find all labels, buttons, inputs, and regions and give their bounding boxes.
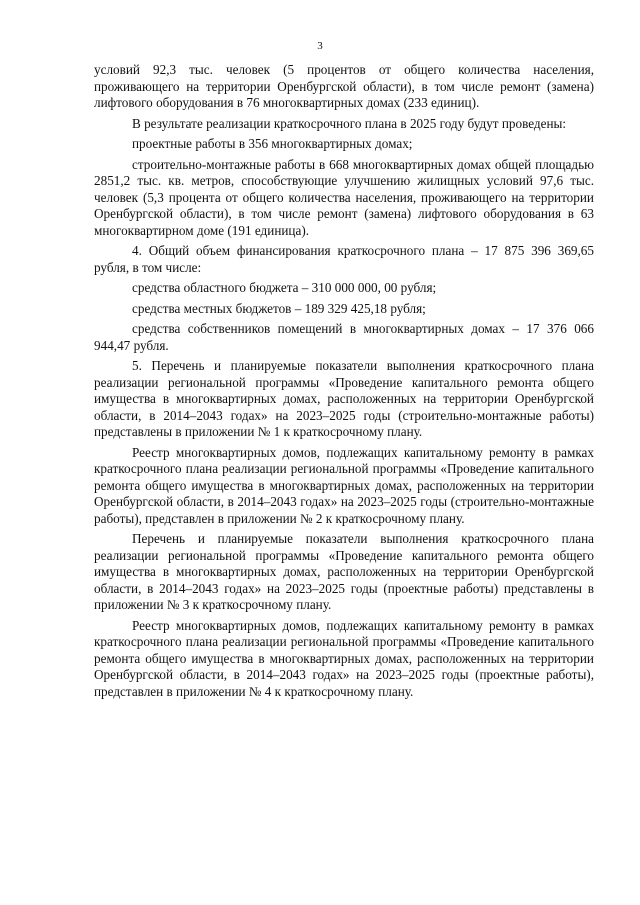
paragraph-financing-total: 4. Общий объем финансирования краткосрочного плана – 17 875 396 369,65 рубля, в том числе: bbox=[94, 243, 594, 275]
paragraph-owners-funds: средства собственников помещений в многоквартирных домах – 17 376 066 944,47 рубля. bbox=[94, 321, 594, 353]
paragraph-appendix-4: Реестр многоквартирных домов, подлежащих капитальному ремонту в рамках краткосрочного плана реализации региональной программы «Проведение капитального ремонта общего имущества в многоквартирных домах, расположенных на территории Оренбургской области, в 2014–2043 годах» на 2023–2025 годы (проектные работы), представлен в приложении № 4 к краткосрочному плану. bbox=[94, 617, 594, 699]
page-number: 3 bbox=[317, 40, 323, 52]
paragraph-construction-works: строительно-монтажные работы в 668 многоквартирных домах общей площадью 2851,2 тыс. кв. метров, способствующие улучшению жилищных условий 97,6 тыс. человек (5,3 процента от общего количества населения, проживающего на территории Оренбургской области), в том числе ремонт (замена) лифтового оборудования в 63 многоквартирном доме (191 единица). bbox=[94, 156, 594, 238]
paragraph-local-budgets: средства местных бюджетов – 189 329 425,18 рубля; bbox=[132, 300, 426, 316]
paragraph-appendix-3: Перечень и планируемые показатели выполнения краткосрочного плана реализации региональной программы «Проведение капитального ремонта общего имущества в многоквартирных домах, расположенных на территории Оренбургской области, в 2014–2043 годах» на 2023–2025 годы (проектные работы) представлены в приложении № 3 к краткосрочному плану. bbox=[94, 531, 594, 612]
paragraph-continuation: условий 92,3 тыс. человек (5 процентов от общего количества населения, проживающего на территории Оренбургской области), в том числе ремонт (замена) лифтового оборудования в 76 многоквартирных домах (233 единиц). bbox=[94, 62, 594, 110]
paragraph-appendix-1: 5. Перечень и планируемые показатели выполнения краткосрочного плана реализации региональной программы «Проведение капитального ремонта общего имущества в многоквартирных домах, расположенных на территории Оренбургской области, в 2014–2043 годах» на 2023–2025 годы (строительно-монтажные работы) представлены в приложении № 1 к краткосрочному плану. bbox=[94, 358, 594, 439]
document-body bbox=[94, 62, 594, 704]
paragraph-appendix-2: Реестр многоквартирных домов, подлежащих капитальному ремонту в рамках краткосрочного плана реализации региональной программы «Проведение капитального ремонта общего имущества в многоквартирных домах, расположенных на территории Оренбургской области, в 2014–2043 годах» на 2023–2025 годы (строительно-монтажные работы), представлен в приложении № 2 к краткосрочному плану. bbox=[94, 444, 594, 526]
paragraph-design-works: проектные работы в 356 многоквартирных домах; bbox=[132, 136, 413, 151]
paragraph-regional-budget: средства областного бюджета – 310 000 000, 00 рубля; bbox=[132, 280, 437, 295]
paragraph-results-intro: В результате реализации краткосрочного плана в 2025 году будут проведены: bbox=[132, 115, 567, 131]
